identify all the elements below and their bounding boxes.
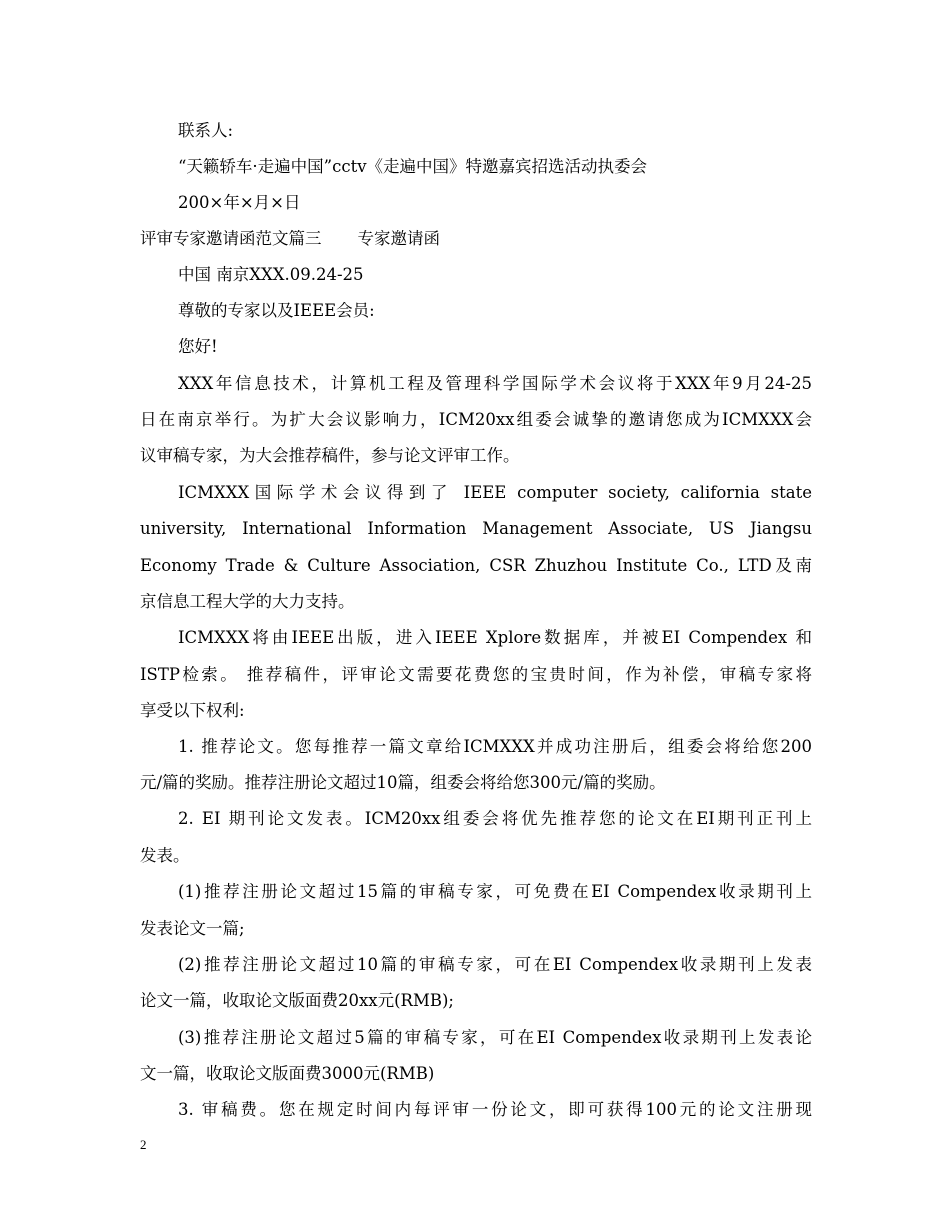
section-subtitle: 专家邀请函 bbox=[357, 229, 440, 248]
salutation-line: 尊敬的专家以及IEEE会员: bbox=[178, 301, 375, 320]
paragraph-line: 2. EI 期刊论文发表。ICM20xx组委会将优先推荐您的论文在EI期刊正刊上 bbox=[178, 809, 812, 828]
page-number: 2 bbox=[140, 1137, 147, 1152]
paragraph-line: Economy Trade & Culture Association, CSR Zhuzhou Institute Co., LTD及南 bbox=[140, 556, 812, 575]
committee-line: “天籁轿车·走遍中国”cctv《走遍中国》特邀嘉宾招选活动执委会 bbox=[178, 157, 648, 176]
date-line: 200×年×月×日 bbox=[178, 193, 301, 212]
paragraph-line: 论文一篇，收取论文版面费20xx元(RMB); bbox=[140, 991, 454, 1010]
paragraph-line: 京信息工程大学的大力支持。 bbox=[140, 592, 355, 611]
paragraph-line: (1)推荐注册论文超过15篇的审稿专家，可免费在EI Compendex收录期刊上 bbox=[178, 882, 812, 901]
section-title: 评审专家邀请函范文篇三 bbox=[140, 229, 322, 248]
paragraph-line: 享受以下权利: bbox=[140, 701, 245, 720]
paragraph-line: university, International Information Management Associate, US Jiangsu bbox=[140, 519, 812, 538]
paragraph-line: 元/篇的奖励。推荐注册论文超过10篇，组委会将给您300元/篇的奖励。 bbox=[140, 773, 666, 792]
paragraph-line: ICMXXX国际学术会议得到了 IEEE computer society, california state bbox=[178, 483, 812, 502]
paragraph-line: 文一篇，收取论文版面费3000元(RMB) bbox=[140, 1064, 435, 1083]
paragraph-line: (2)推荐注册论文超过10篇的审稿专家，可在EI Compendex收录期刊上发表 bbox=[178, 955, 812, 974]
section-heading bbox=[140, 226, 812, 252]
contact-line: 联系人: bbox=[178, 121, 234, 140]
paragraph-line: 发表。 bbox=[140, 846, 190, 865]
paragraph-line: 日在南京举行。为扩大会议影响力，ICM20xx组委会诚挚的邀请您成为ICMXXX会 bbox=[140, 410, 812, 429]
paragraph-line: ISTP检索。 推荐稿件，评审论文需要花费您的宝贵时间，作为补偿，审稿专家将 bbox=[140, 665, 812, 684]
paragraph-line: ICMXXX将由IEEE出版，进入IEEE Xplore数据库，并被EI Compendex 和 bbox=[178, 628, 812, 647]
paragraph-line: XXX年信息技术，计算机工程及管理科学国际学术会议将于XXX年9月24-25 bbox=[178, 374, 812, 393]
paragraph-line: 议审稿专家，为大会推荐稿件，参与论文评审工作。 bbox=[140, 446, 520, 465]
paragraph-line: 3. 审稿费。您在规定时间内每评审一份论文，即可获得100元的论文注册现 bbox=[178, 1100, 812, 1119]
paragraph-line: (3)推荐注册论文超过5篇的审稿专家，可在EI Compendex收录期刊上发表论 bbox=[178, 1028, 812, 1047]
greeting-line: 您好! bbox=[178, 337, 218, 356]
paragraph-line: 1. 推荐论文。您每推荐一篇文章给ICMXXX并成功注册后，组委会将给您200 bbox=[178, 737, 812, 756]
location-line: 中国 南京XXX.09.24-25 bbox=[178, 265, 364, 284]
paragraph-line: 发表论文一篇; bbox=[140, 919, 245, 938]
